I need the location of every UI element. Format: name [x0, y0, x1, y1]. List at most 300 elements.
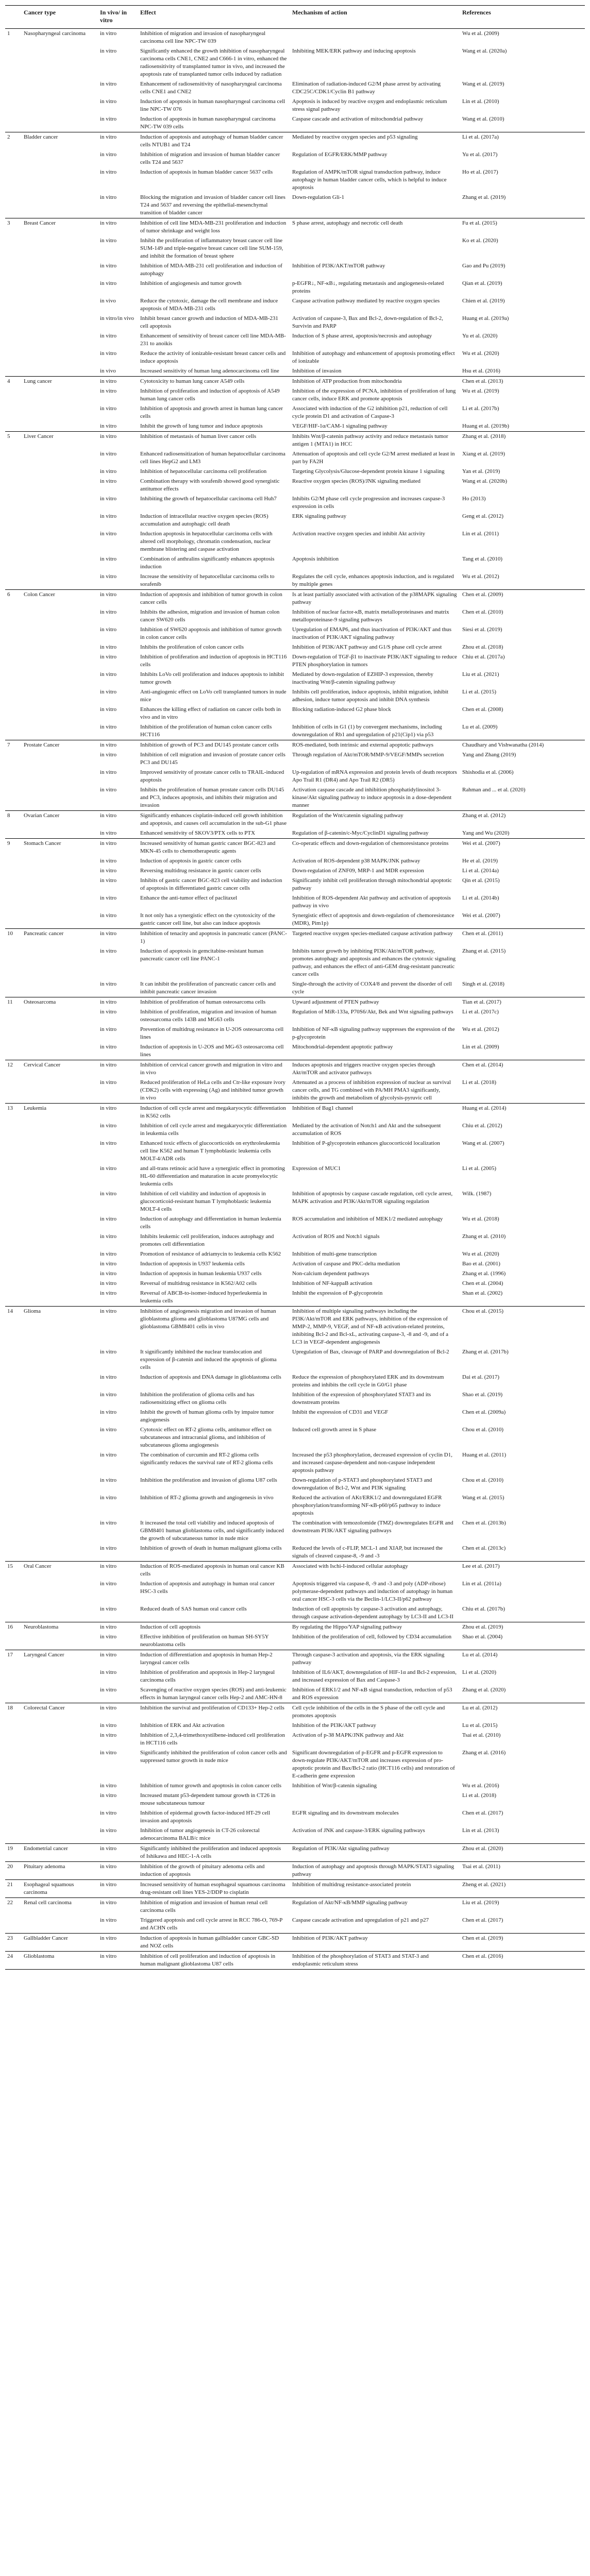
- cell-cancer-type: [22, 1289, 98, 1307]
- table-row: [5, 929, 585, 947]
- cell-cancer-type: [22, 1390, 98, 1408]
- table-row: [5, 1289, 585, 1307]
- cell-reference: Li et al. (2014a): [462, 868, 499, 874]
- table-row: [5, 1279, 585, 1289]
- cell-mechanism: Reduced the levels of c-FLIP, MCL-1 and XIAP, but increased the signals of cleaved caspase-8, -9 and -3: [292, 1545, 443, 1559]
- cell-reference: Wang et al. (2010): [462, 116, 504, 122]
- cell-mechanism: Activation of JNK and caspase-3/ERK signaling pathways: [292, 1827, 425, 1834]
- cell-cancer-type: [22, 1731, 98, 1748]
- cell-index: [5, 1269, 22, 1279]
- cell-index: [5, 1232, 22, 1249]
- cell-mechanism: Apoptosis inhibition: [292, 556, 339, 562]
- cell-mechanism: Associated with induction of the G2 inhibition p21, reduction of cell cycle protein D1 and activation of Caspase-3: [292, 405, 448, 419]
- cell-model: in vitro: [100, 1545, 117, 1551]
- cell-index: [5, 1390, 22, 1408]
- cell-effect: Reduce the cytotoxic, damage the cell membrane and induce apoptosis of MDA-MB-231 cells: [140, 298, 278, 312]
- cell-reference: Liu et al. (2021): [462, 671, 499, 677]
- cell-reference: He et al. (2019): [462, 858, 498, 864]
- cell-index: [5, 366, 22, 377]
- table-row: [5, 1721, 585, 1731]
- header-index: [5, 6, 22, 29]
- table-row: [5, 946, 585, 979]
- cell-effect: Enhancement of sensitivity of breast cancer cell line MDA-MB-231 to anoikis: [140, 333, 286, 347]
- cell-effect: Inhibition of cell proliferation and induction of apoptosis in human malignant glioblastoma U87 cells: [138, 1952, 290, 1970]
- cell-model: in vitro: [100, 1810, 117, 1816]
- cell-effect: Induction of apoptosis in human bladder cancer 5637 cells: [140, 169, 273, 175]
- cell-index: 6: [5, 590, 22, 608]
- table-row: [5, 1104, 585, 1122]
- cell-mechanism: ROS accumulation and inhibition of MEK1/2 mediated autophagy: [292, 1216, 443, 1222]
- cell-effect: Inhibition the proliferation and invasion of glioma U87 cells: [140, 1477, 277, 1483]
- cell-mechanism: Activation of ROS and Notch1 signals: [292, 1233, 380, 1240]
- table-row: [5, 114, 585, 132]
- cell-model: in vitro: [100, 263, 117, 269]
- cell-mechanism: Inhibits Wnt/β-catenin pathway activity and reduce metastasis tumor antigen 1 (MTA1) in HCC: [290, 432, 460, 450]
- cell-model: in vitro: [100, 787, 117, 793]
- cell-effect: Inhibition of cell migration and invasion of prostate cancer cells PC3 and DU145: [140, 752, 285, 766]
- cell-cancer-type: [22, 1425, 98, 1450]
- cell-mechanism: Activation reactive oxygen species and inhibit Akt activity: [292, 531, 426, 537]
- cell-cancer-type: [22, 893, 98, 911]
- cell-mechanism: Significantly inhibit cell proliferation through mitochondrial apoptotic pathway: [292, 877, 452, 891]
- cell-model: in vitro: [100, 478, 117, 484]
- cell-reference: Zhang et al. (2010): [462, 1233, 506, 1240]
- cell-reference: Zhang et al. (2015): [462, 948, 506, 954]
- cell-effect: Induction of ROS-mediated apoptosis in human oral cancer KB cells: [138, 1562, 290, 1580]
- cell-cancer-type: Gallbladder Cancer: [22, 1934, 98, 1952]
- cell-effect: Inhibition of tumor growth and apoptosis in colon cancer cells: [140, 1783, 282, 1789]
- cell-model: in vitro: [100, 1270, 117, 1277]
- table-row: [5, 893, 585, 911]
- cell-model: in vitro: [98, 1650, 138, 1668]
- cell-model: in vitro: [100, 1349, 117, 1355]
- cell-cancer-type: [22, 876, 98, 893]
- cell-cancer-type: [22, 856, 98, 866]
- cell-effect: Induction apoptosis in hepatocellular carcinoma cells with altered cell morphology, chromatin condensation, nuclear membrane blistering and caspase activation: [140, 531, 273, 552]
- cell-effect: Inhibition of cervical cancer growth and migration in vitro and in vivo: [138, 1060, 290, 1078]
- cell-effect: Enhancement of radiosensitivity of nasopharyngeal carcinoma cells CNE1 and CNE2: [140, 81, 282, 95]
- cell-cancer-type: [22, 572, 98, 590]
- cell-mechanism: Inhibition of P-glycoprotein enhances glucocorticoid localization: [292, 1140, 440, 1146]
- cell-reference: Wilk. (1987): [462, 1191, 492, 1197]
- cell-mechanism: Caspase activation pathway mediated by reactive oxygen species: [292, 298, 440, 304]
- cell-reference: Tian et al. (2017): [460, 997, 585, 1008]
- cell-model: in vitro: [100, 116, 117, 122]
- cell-model: in vitro: [98, 1703, 138, 1721]
- table-row: [5, 839, 585, 857]
- cell-index: [5, 979, 22, 997]
- cell-index: 4: [5, 377, 22, 387]
- cell-reference: Zhang et al. (1996): [462, 1270, 506, 1277]
- cell-effect: Inhibition of the growth of pituitary adenoma cells and induction of apoptosis: [138, 1862, 290, 1880]
- cell-cancer-type: [22, 1007, 98, 1025]
- cell-model: in vitro: [100, 1123, 117, 1129]
- cell-index: [5, 1791, 22, 1808]
- table-row: [5, 132, 585, 150]
- cell-reference: Chen et al. (2017): [462, 1917, 503, 1923]
- cell-index: 3: [5, 218, 22, 236]
- cell-index: [5, 1781, 22, 1791]
- cell-effect: Combination therapy with sorafenib showed good synergistic antitumor effects: [140, 478, 280, 492]
- cell-model: in vitro: [100, 388, 117, 394]
- cell-effect: Significantly enhances cisplatin-induced cell growth inhibition and apoptosis, and causes cell accumulation in the sub-G1 phase: [138, 811, 290, 829]
- cell-mechanism: [290, 1791, 460, 1808]
- cell-model: in vitro: [100, 1140, 117, 1146]
- cell-mechanism: Upregulation of Bax, cleavage of PARP and downregulation of Bcl-2: [292, 1349, 449, 1355]
- cell-effect: Inhibition of angiogenesis migration and invasion of human glioblastoma glioma and glioblastoma U87MG cells and glioblastoma GBM8401 cells in vivo: [138, 1307, 290, 1348]
- cell-index: 2: [5, 132, 22, 150]
- cell-cancer-type: [22, 1579, 98, 1604]
- cell-model: in vitro: [98, 839, 138, 857]
- cell-mechanism: Inhibition of NF-kappaB activation: [292, 1280, 373, 1286]
- cell-mechanism: Down-regulation Gli-1: [292, 194, 345, 200]
- cell-reference: Dai et al. (2017): [462, 1374, 500, 1380]
- cell-reference: Wu et al. (2019): [462, 388, 499, 394]
- cell-reference: Lee et al. (2017): [460, 1562, 585, 1580]
- cell-cancer-type: [22, 1121, 98, 1139]
- table-row: [5, 1121, 585, 1139]
- cell-effect: Induction of apoptosis in human nasopharyngeal carcinoma NPC-TW 039 cells: [140, 116, 276, 130]
- cell-reference: Li et al. (2014b): [462, 895, 499, 901]
- cell-effect: Inhibits the adhesion, migration and invasion of human colon cancer SW620 cells: [140, 609, 280, 623]
- table-row: [5, 722, 585, 740]
- cell-cancer-type: [22, 1544, 98, 1562]
- cell-effect: Inhibition of proliferation and induction of apoptosis in HCT116 cells: [140, 654, 287, 668]
- cell-model: in vitro: [100, 912, 117, 919]
- table-row: [5, 79, 585, 97]
- cell-index: [5, 1425, 22, 1450]
- cell-reference: Chen et al. (2013b): [462, 1520, 506, 1526]
- table-row: [5, 97, 585, 114]
- cell-model: in vitro: [100, 1732, 117, 1738]
- cell-mechanism: Attenuation of apoptosis and cell cycle G2/M arrest mediated at least in part by FA2H: [292, 451, 455, 465]
- cell-effect: Induction of autophagy and differentiation in human leukemia cells: [140, 1216, 281, 1230]
- table-row: [5, 1518, 585, 1544]
- cell-index: [5, 1604, 22, 1622]
- cell-mechanism: Induction of autophagy and apoptosis through MAPK/STAT3 signaling pathway: [290, 1862, 460, 1880]
- cell-cancer-type: Neuroblastoma: [22, 1622, 98, 1633]
- cell-index: [5, 1916, 22, 1934]
- cell-cancer-type: Pituitary adenoma: [22, 1862, 98, 1880]
- cell-model: in vitro: [100, 468, 117, 474]
- cell-mechanism: ERK signaling pathway: [292, 513, 347, 519]
- cell-mechanism: Inhibition of the PI3K/AKT pathway: [292, 1722, 376, 1728]
- cell-mechanism: Inhibits tumor growth by inhibiting PI3K/Akt/mTOR pathway, promotes autophagy and apoptosis and enhances the cytotoxic signaling pathway, and enhances the effect of anti-GEM drug-resistant pancreatic cancer cells: [292, 948, 456, 977]
- cell-cancer-type: [22, 114, 98, 132]
- cell-model: in vitro: [98, 132, 138, 150]
- cell-model: in vitro: [100, 948, 117, 954]
- cell-reference: Zheng et al. (2021): [460, 1880, 585, 1898]
- cell-effect: Induction of apoptosis and DNA damage in glioblastoma cells: [140, 1374, 281, 1380]
- cell-mechanism: Regulation of EGFR/ERK/MMP pathway: [292, 151, 387, 158]
- cell-model: in vitro: [100, 1606, 117, 1612]
- table-row: [5, 590, 585, 608]
- table-row: [5, 607, 585, 625]
- cell-cancer-type: [22, 421, 98, 432]
- cell-cancer-type: [22, 366, 98, 377]
- table-row: [5, 1703, 585, 1721]
- cell-cancer-type: [22, 1164, 98, 1189]
- cell-mechanism: Inhibition of cells in G1 (1) by convergent mechanisms, including downregulation of Rb1 and upregulation of p21(Cip1) via p53: [292, 724, 442, 738]
- cell-reference: Li et al. (2017c): [462, 1009, 499, 1015]
- cell-mechanism: The combination with temozolomide (TMZ) downregulates EGFR and downstream PI3K/AKT signaling pathways: [292, 1520, 453, 1534]
- cell-reference: Li et al. (2020): [462, 1669, 496, 1675]
- cell-effect: Inhibition of the proliferation of human colon cancer cells HCT116: [140, 724, 272, 738]
- cell-index: [5, 386, 22, 404]
- cell-reference: Lin et al. (2013): [462, 1827, 499, 1834]
- cell-index: [5, 1249, 22, 1259]
- cell-model: in vitro: [100, 1251, 117, 1257]
- cell-model: in vitro: [100, 895, 117, 901]
- table-row: [5, 625, 585, 642]
- cell-reference: Chen et al. (2017): [462, 1810, 503, 1816]
- cell-mechanism: Regulates the cell cycle, enhances apoptosis induction, and is regulated by multiple genes: [292, 573, 454, 587]
- cell-cancer-type: [22, 1347, 98, 1372]
- cell-model: in vitro: [98, 1880, 138, 1898]
- cell-cancer-type: [22, 236, 98, 261]
- table-row: [5, 1632, 585, 1650]
- cell-model: in vitro: [98, 1952, 138, 1970]
- cell-cancer-type: Lung cancer: [22, 377, 98, 387]
- table-row: [5, 386, 585, 404]
- cell-index: 11: [5, 997, 22, 1008]
- table-row: [5, 1042, 585, 1060]
- cell-mechanism: Inhibition of invasion: [292, 368, 342, 374]
- cell-index: 23: [5, 1934, 22, 1952]
- cell-model: in vitro: [100, 769, 117, 775]
- cell-model: in vitro: [100, 830, 117, 836]
- table-row: [5, 432, 585, 450]
- cell-index: [5, 1748, 22, 1781]
- cell-model: in vitro: [100, 405, 117, 412]
- cell-cancer-type: [22, 386, 98, 404]
- table-row: [5, 750, 585, 768]
- cell-reference: Yang and Wu (2020): [462, 830, 510, 836]
- cell-cancer-type: [22, 404, 98, 421]
- cell-mechanism: Caspase cascade and activation of mitochondrial pathway: [292, 116, 424, 122]
- cell-reference: Liu et al. (2019): [460, 1898, 585, 1916]
- cell-index: [5, 722, 22, 740]
- cell-mechanism: Elimination of radiation-induced G2/M phase arrest by activating CDC25C/CDK1/Cyclin B1 pathway: [292, 81, 441, 95]
- cell-mechanism: Mediated by reactive oxygen species and p53 signaling: [290, 132, 460, 150]
- cell-effect: Enhanced sensitivity of SKOV3/PTX cells to PTX: [140, 830, 256, 836]
- table-row: [5, 828, 585, 839]
- table-row: [5, 167, 585, 193]
- table-row: [5, 1731, 585, 1748]
- cell-cancer-type: [22, 946, 98, 979]
- cell-model: in vitro: [98, 29, 138, 47]
- cell-mechanism: Blocking radiation-induced G2 phase block: [292, 706, 391, 713]
- cell-cancer-type: Prostate Cancer: [22, 740, 98, 751]
- cell-cancer-type: [22, 349, 98, 366]
- cell-model: in vitro: [100, 877, 117, 884]
- cell-reference: Chiu et al. (2012): [462, 1123, 502, 1129]
- cell-index: [5, 150, 22, 167]
- cell-mechanism: Inhibition of the proliferation of cell, followed by CD34 accumulation: [292, 1634, 452, 1640]
- cell-model: in vivo: [100, 368, 116, 374]
- cell-mechanism: Increased the p53 phosphorylation, decreased expression of cyclin D1, and increased caspase-dependent and non-caspase independent apoptosis pathway: [292, 1452, 452, 1473]
- cell-index: [5, 167, 22, 193]
- cell-reference: Geng et al. (2012): [462, 513, 504, 519]
- table-row: [5, 768, 585, 785]
- table-row: [5, 1408, 585, 1425]
- cell-effect: The combination of curcumin and RT-2 glioma cells significantly reduces the survival rate of RT-2 glioma cells: [140, 1452, 273, 1466]
- cell-model: in vitro: [100, 1374, 117, 1380]
- cell-effect: Reversal of ABCB-to-isomer-induced hyperleukemia in leukemia cells: [140, 1290, 267, 1304]
- cell-index: 19: [5, 1844, 22, 1862]
- cell-effect: Inhibits of gastric cancer BGC-823 cell viability and induction of apoptosis in differentiated gastric cancer cells: [140, 877, 282, 891]
- cell-cancer-type: [22, 979, 98, 997]
- cell-index: [5, 494, 22, 512]
- cell-mechanism: Down-regulation of p-STAT3 and phosphorylated STAT3 and downregulation of Bcl-2, Wnt and PI3K signaling: [292, 1477, 432, 1491]
- cell-effect: It can inhibit the proliferation of pancreatic cancer cells and inhibit pancreatic cancer invasion: [140, 981, 276, 995]
- cell-index: 20: [5, 1862, 22, 1880]
- cell-model: in vitro: [100, 1520, 117, 1526]
- table-row: [5, 1007, 585, 1025]
- cell-model: in vitro: [100, 48, 117, 54]
- cell-effect: Combination of anthralins significantly enhances apoptosis induction: [140, 556, 275, 570]
- cell-index: [5, 46, 22, 79]
- cell-cancer-type: [22, 494, 98, 512]
- cell-effect: Improved sensitivity of prostate cancer cells to TRAIL-induced apoptosis: [140, 769, 284, 783]
- cell-reference: Zhang et al. (2018): [460, 432, 585, 450]
- table-row: [5, 1164, 585, 1189]
- table-row: [5, 467, 585, 477]
- cell-effect: Increased sensitivity of human gastric cancer BGC-823 and MKN-45 cells to chemotherapeutic agents: [138, 839, 290, 857]
- cell-index: [5, 1121, 22, 1139]
- cell-index: [5, 512, 22, 529]
- cell-effect: Reversal of multidrug resistance in K562/A02 cells: [140, 1280, 257, 1286]
- cell-effect: Inhibition of migration and invasion of nasopharyngeal carcinoma cell line NPC-TW 039: [138, 29, 290, 47]
- cell-index: [5, 1544, 22, 1562]
- table-row: [5, 785, 585, 811]
- cell-model: in vitro: [100, 654, 117, 660]
- cell-reference: Rahman and ... et al. (2020): [462, 787, 526, 793]
- cell-reference: Huang et al. (2014): [460, 1104, 585, 1122]
- cell-index: [5, 866, 22, 876]
- cell-model: in vitro: [100, 451, 117, 457]
- cell-model: in vitro: [100, 689, 117, 695]
- cell-effect: Inhibition of ERK and Akt activation: [140, 1722, 225, 1728]
- cell-index: [5, 421, 22, 432]
- cell-reference: Zhang et al. (2017b): [462, 1349, 509, 1355]
- table-row: [5, 705, 585, 722]
- table-row: [5, 261, 585, 279]
- table-row: [5, 331, 585, 349]
- cell-model: in vitro: [100, 626, 117, 633]
- cell-index: [5, 467, 22, 477]
- cell-effect: Inhibiting the growth of hepatocellular carcinoma cell Huh7: [140, 496, 277, 502]
- cell-index: 5: [5, 432, 22, 450]
- cell-reference: Hsu et al. (2016): [462, 368, 500, 374]
- table-row: [5, 740, 585, 751]
- table-body: [5, 29, 585, 1970]
- cell-index: [5, 911, 22, 929]
- table-row: [5, 1916, 585, 1934]
- cell-mechanism: Mediated by the activation of Notch1 and Akt and the subsequent accumulation of ROS: [292, 1123, 441, 1137]
- cell-reference: Lin et al. (2009): [462, 1044, 499, 1050]
- cell-cancer-type: [22, 46, 98, 79]
- cell-index: [5, 79, 22, 97]
- cell-mechanism: Activation of caspase and PKC-delta mediation: [292, 1261, 400, 1267]
- cell-index: [5, 1025, 22, 1042]
- cell-reference: Singh et al. (2018): [462, 981, 504, 987]
- cell-effect: Inhibition of 2,3,4-trimethoxystilbene-induced cell proliferation in HCT116 cells: [140, 1732, 285, 1746]
- cell-effect: Significantly inhibited the proliferation and induced apoptosis of Ishikawa and HEC-1-A cells: [138, 1844, 290, 1862]
- cell-cancer-type: [22, 1214, 98, 1232]
- table-row: [5, 1476, 585, 1493]
- cell-model: in vitro: [98, 1934, 138, 1952]
- cell-cancer-type: [22, 1139, 98, 1164]
- cell-reference: Li et al. (2015): [462, 689, 496, 695]
- cell-index: 22: [5, 1898, 22, 1916]
- table-row: [5, 1844, 585, 1862]
- cell-mechanism: Reduce the expression of phosphorylated ERK and its downstream proteins and inhibits the cell cycle in G0/G1 phase: [292, 1374, 444, 1388]
- cell-effect: Scavenging of reactive oxygen species (ROS) and anti-leukemic effects in human laryngeal cancer cells Hep-2 and AMC-HN-8: [140, 1687, 286, 1701]
- table-row: [5, 1862, 585, 1880]
- cell-index: [5, 1042, 22, 1060]
- cell-cancer-type: [22, 1232, 98, 1249]
- cell-model: in vitro: [100, 1191, 117, 1197]
- cell-mechanism: Up-regulation of mRNA expression and protein levels of death receptors Apo Trail R1 (DR4) and Apo Trail R2 (DR5): [292, 769, 457, 783]
- header-cancer-type: Cancer type: [22, 6, 98, 29]
- cell-model: in vitro: [98, 377, 138, 387]
- cell-model: in vitro: [100, 513, 117, 519]
- cell-reference: Chen et al. (2014): [460, 1060, 585, 1078]
- cell-model: in vitro: [100, 1216, 117, 1222]
- header-in-vivo-in-vitro: In vivo/ in vitro: [98, 6, 138, 29]
- table-row: [5, 46, 585, 79]
- cell-model: in vitro: [98, 1898, 138, 1916]
- cell-reference: Chen et al. (2009a): [462, 1409, 506, 1415]
- cell-reference: Li et al. (2017a): [460, 132, 585, 150]
- cell-effect: Inhibition of MDA-MB-231 cell proliferation and induction of autophagy: [140, 263, 282, 277]
- cell-model: in vitro: [100, 1750, 117, 1756]
- cell-reference: Shao et al. (2004): [462, 1634, 503, 1640]
- table-row: [5, 1562, 585, 1580]
- cell-model: in vitro: [100, 1026, 117, 1032]
- cell-effect: Induction of cell apoptosis: [138, 1622, 290, 1633]
- cell-reference: Ko et al. (2020): [462, 238, 498, 244]
- cell-index: [5, 114, 22, 132]
- cell-cancer-type: Esophageal squamous carcinoma: [22, 1880, 98, 1898]
- cell-effect: Induction of apoptosis in U-2OS and MG-63 osteosarcoma cell lines: [140, 1044, 284, 1058]
- cell-model: in vitro: [100, 151, 117, 158]
- cell-effect: Inhibit the proliferation of inflammatory breast cancer cell line SUM-149 and triple-negative breast cancer cell line SUM-159, and inhibit the formation of breast sphere: [140, 238, 283, 259]
- cell-effect: Prevention of multidrug resistance in U-2OS osteosarcoma cell lines: [140, 1026, 284, 1040]
- cell-index: [5, 893, 22, 911]
- cell-cancer-type: Colon Cancer: [22, 590, 98, 608]
- table-row: [5, 1493, 585, 1518]
- cell-mechanism: Activation of caspase-3, Bax and Bcl-2, down-regulation of Bcl-2, Survivin and PARP: [292, 315, 443, 329]
- cell-index: [5, 768, 22, 785]
- cell-index: [5, 529, 22, 554]
- table-row: [5, 1781, 585, 1791]
- cell-effect: Inhibits the proliferation of human prostate cancer cells DU145 and PC3, induces apoptosis, and inhibits their migration and invasion: [140, 787, 284, 808]
- table-row: [5, 477, 585, 494]
- cell-model: in vitro: [100, 1009, 117, 1015]
- cell-mechanism: Attenuated as a process of inhibition expression of nuclear as survival cancer cells, and TG combined with PA/MH PMA3 significantly, inhibits the growth and metabolism of glycolysis-pyruvic cell: [292, 1079, 451, 1101]
- cell-effect: Cytotoxicity to human lung cancer A549 cells: [138, 377, 290, 387]
- cell-index: [5, 946, 22, 979]
- cell-index: [5, 670, 22, 687]
- cell-effect: Cytotoxic effect on RT-2 glioma cells, antitumor effect on subcutaneous and intracranial glioma, and inhibition of subcutaneous glioma angiogenesis: [140, 1427, 272, 1448]
- table-row: [5, 1372, 585, 1390]
- cell-cancer-type: [22, 296, 98, 314]
- table-row: [5, 236, 585, 261]
- cell-model: in vitro: [100, 280, 117, 286]
- cell-index: [5, 349, 22, 366]
